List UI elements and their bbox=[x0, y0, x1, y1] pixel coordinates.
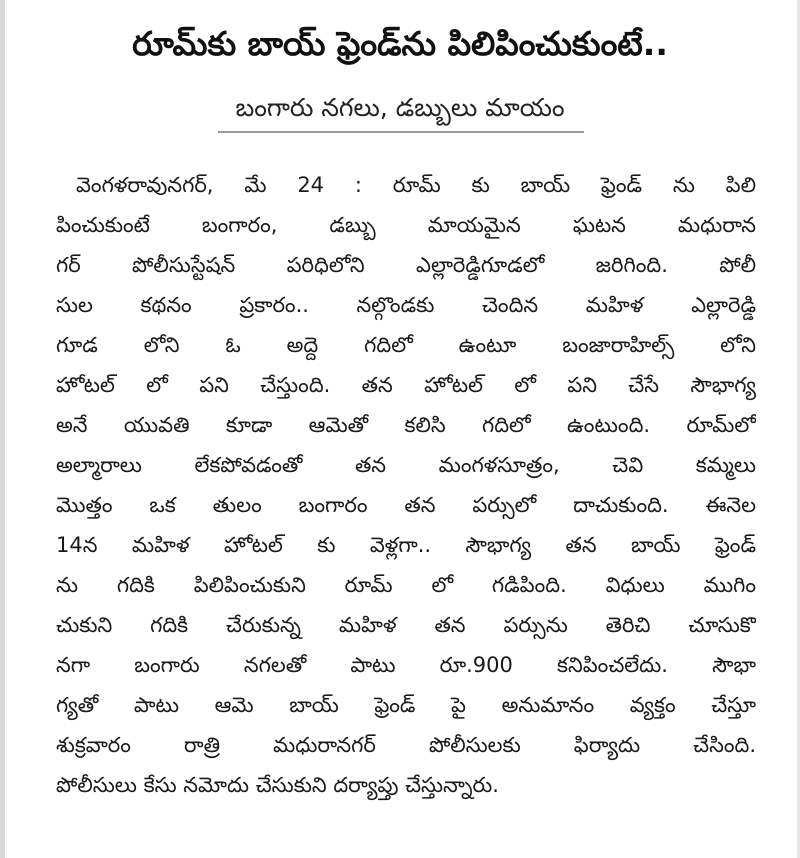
article-headline: రూమ్‌కు బాయ్ ఫ్రెండ్‌ను పిలిపించుకుంటే.. bbox=[132, 24, 668, 63]
article-line: ను గదికి పిలిపించుకుని రూమ్ లో గడిపింది. విధులు ముగిం bbox=[56, 573, 756, 597]
article-line: సుల కథనం ప్రకారం.. నల్గొండకు చెందిన మహిళ ఎల్లారెడ్డి bbox=[56, 293, 756, 317]
article-line: పించుకుంటే బంగారం, డబ్బు మాయమైన ఘటన మధురాన bbox=[56, 213, 756, 237]
article-line: నగా బంగారు నగలతో పాటు రూ.900 కనిపించలేదు. సౌభా bbox=[56, 653, 756, 677]
article-line: చుకుని గదికి చేరుకున్న మహిళ తన పర్సును తెరిచి చూసుకొ bbox=[56, 613, 756, 637]
next-article-cut-off bbox=[150, 848, 620, 858]
article-line: గూడ లోని ఓ అద్దె గదిలో ఉంటూ బంజారాహిల్స్ లోని bbox=[56, 333, 756, 357]
article-line: పోలీసులు కేసు నమోదు చేసుకుని దర్యాప్తు చేస్తున్నారు. bbox=[56, 773, 499, 797]
article-line: గర్ పోలీసుస్టేషన్ పరిధిలోని ఎల్లారెడ్డిగూడలో జరిగింది. పోలీ bbox=[56, 253, 756, 277]
subheadline-underline bbox=[218, 131, 584, 133]
article-line: మొత్తం ఒక తులం బంగారం తన పర్సులో దాచుకుంది. ఈనెల bbox=[56, 493, 756, 517]
article-line: అల్మారాలు లేకపోవడంతో తన మంగళసూత్రం, చెవి కమ్మలు bbox=[56, 453, 756, 477]
article-line: శుక్రవారం రాత్రి మధురానగర్ పోలీసులకు ఫిర్యాదు చేసింది. bbox=[56, 733, 756, 757]
article-body bbox=[56, 165, 756, 805]
article-line: వెంగళరావునగర్, మే 24 : రూమ్ కు బాయ్ ఫ్రెండ్ ను పిలి bbox=[76, 173, 756, 197]
scan-edge-left bbox=[0, 0, 5, 858]
article-line: అనే యువతి కూడా ఆమెతో కలిసి గదిలో ఉంటుంది. రూమ్‌లో bbox=[56, 413, 756, 437]
article-line: 14న మహిళ హోటల్ కు వెళ్లగా.. సౌభాగ్య తన బాయ్ ఫ్రెండ్ bbox=[56, 533, 756, 557]
article-subheadline: బంగారు నగలు, డబ్బులు మాయం bbox=[235, 93, 565, 122]
article-line: హోటల్ లో పని చేస్తుంది. తన హోటల్ లో పని చేసే సౌభాగ్య bbox=[56, 373, 756, 397]
article-line: గ్యతో పాటు ఆమె బాయ్ ఫ్రెండ్ పై అనుమానం వ్యక్తం చేస్తూ bbox=[56, 693, 756, 717]
